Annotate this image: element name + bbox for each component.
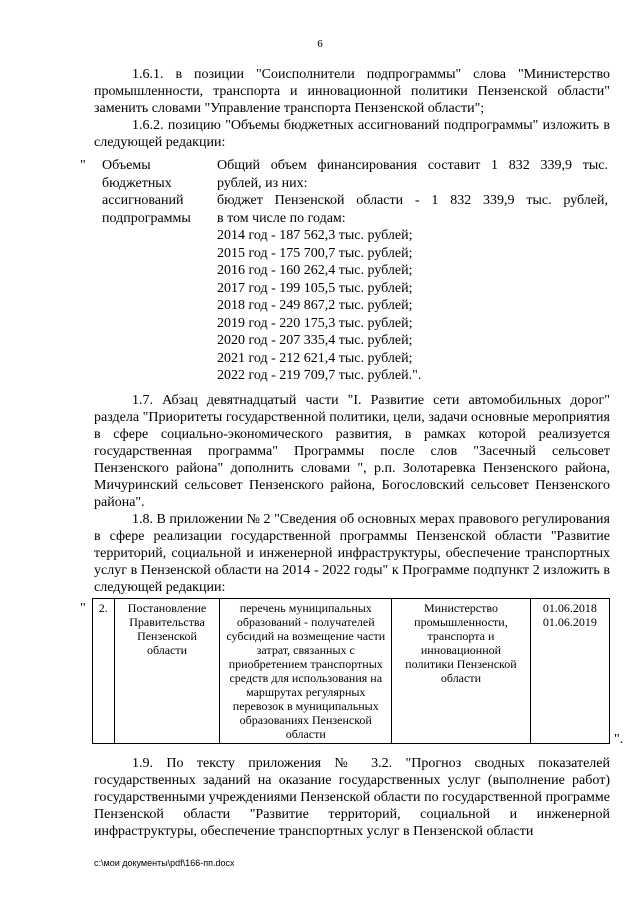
date-actual: 01.06.2019: [542, 615, 597, 629]
year-line: 2016 год - 160 262,4 тыс. рублей;: [217, 263, 413, 278]
year-line: 2021 год - 212 621,4 тыс. рублей;: [217, 350, 413, 366]
table-closing-quote: ".: [614, 732, 624, 747]
regulation-table: [92, 598, 610, 744]
year-line: 2019 год - 220 175,3 тыс. рублей;: [217, 315, 413, 331]
budget-total-line1: Общий объем финансирования составит 1 832 339,9 тыс.: [217, 158, 608, 173]
budget-regional-line1: бюджет Пензенской области - 1 832 339,9 тыс. рублей,: [217, 193, 608, 208]
paragraph-1-7: 1.7. Абзац девятнадцатый части "I. Развитие сети автомобильных дорог" раздела "Приоритеты государственной политики, цели, задачи основные мероприятия в сфере социально-экономического развития, в рамках которой реализуется государственная программа" Программы после слов "Засечный сельсовет Пензенского района" дополнить словами ", р.п. Золотаревка Пензенского района, Мичуринский сельсовет Пензенского района, Богословский сельсовет Пензенского района".: [94, 393, 610, 510]
cell-executor: Министерство промышленности, транспорта и инновационной политики Пензенской области: [392, 599, 531, 744]
paragraph-1-6-1: 1.6.1. в позиции "Соисполнители подпрограммы" слова "Министерство промышленности, транспорта и инновационной политики Пензенской области" заменить словами "Управление транспорта Пензенской области";: [94, 67, 610, 116]
year-line: 2015 год - 175 700,7 тыс. рублей;: [217, 245, 413, 261]
budget-label: Объемы бюджетных ассигнований подпрограммы: [102, 158, 191, 226]
year-line: 2020 год - 207 335,4 тыс. рублей;: [217, 333, 413, 348]
paragraph-1-6-2: 1.6.2. позицию "Объемы бюджетных ассигнований подпрограммы" изложить в следующей редакции:: [94, 118, 610, 150]
cell-dates: [530, 599, 609, 744]
year-line: 2022 год - 219 709,7 тыс. рублей.".: [217, 368, 422, 383]
budget-total-line2: рублей, из них:: [217, 175, 308, 191]
year-line: 2017 год - 199 105,5 тыс. рублей;: [217, 280, 413, 296]
year-line: 2018 год - 249 867,2 тыс. рублей;: [217, 298, 413, 313]
opening-quote: ": [80, 158, 86, 173]
budget-values: [217, 157, 608, 385]
table-row: [93, 599, 610, 744]
paragraph-1-8: 1.8. В приложении № 2 "Сведения об основных мерах правового регулирования в сфере реализации государственной программы Пензенской области "Развитие территорий, социальной и инженерной инфраструктуры, обеспечение транспортных услуг в Пензенской области на 2014 - 2022 годы" к Программе подпункт 2 изложить в следующей редакции:: [94, 512, 610, 595]
year-line: 2014 год - 187 562,3 тыс. рублей;: [217, 228, 413, 243]
cell-document-type: Постановление Правительства Пензенской области: [114, 599, 220, 744]
footer-file-path: c:\мои документы\pdf\166-пп.docx: [94, 858, 235, 868]
page-number: 6: [317, 38, 323, 50]
budget-regional-line2: в том числе по годам:: [217, 210, 346, 226]
date-planned: 01.06.2018: [542, 601, 597, 615]
cell-content: перечень муниципальных образований - получателей субсидий на возмещение части затрат, связанных с приобретением транспортных средств для использования на маршрутах регулярных перевозок в муниципальных образованиях Пензенской области: [220, 599, 392, 744]
cell-number: 2.: [93, 599, 115, 744]
paragraph-1-9: 1.9. По тексту приложения № 3.2. "Прогноз сводных показателей государственных заданий на оказание государственных услуг (выполнение работ) государственными учреждениями Пензенской области по государственной программе Пензенской области "Развитие территорий, социальной и инженерной инфраструктуры, обеспечение транспортных услуг в Пензенской области: [94, 756, 610, 839]
table-opening-quote: ": [80, 601, 86, 616]
